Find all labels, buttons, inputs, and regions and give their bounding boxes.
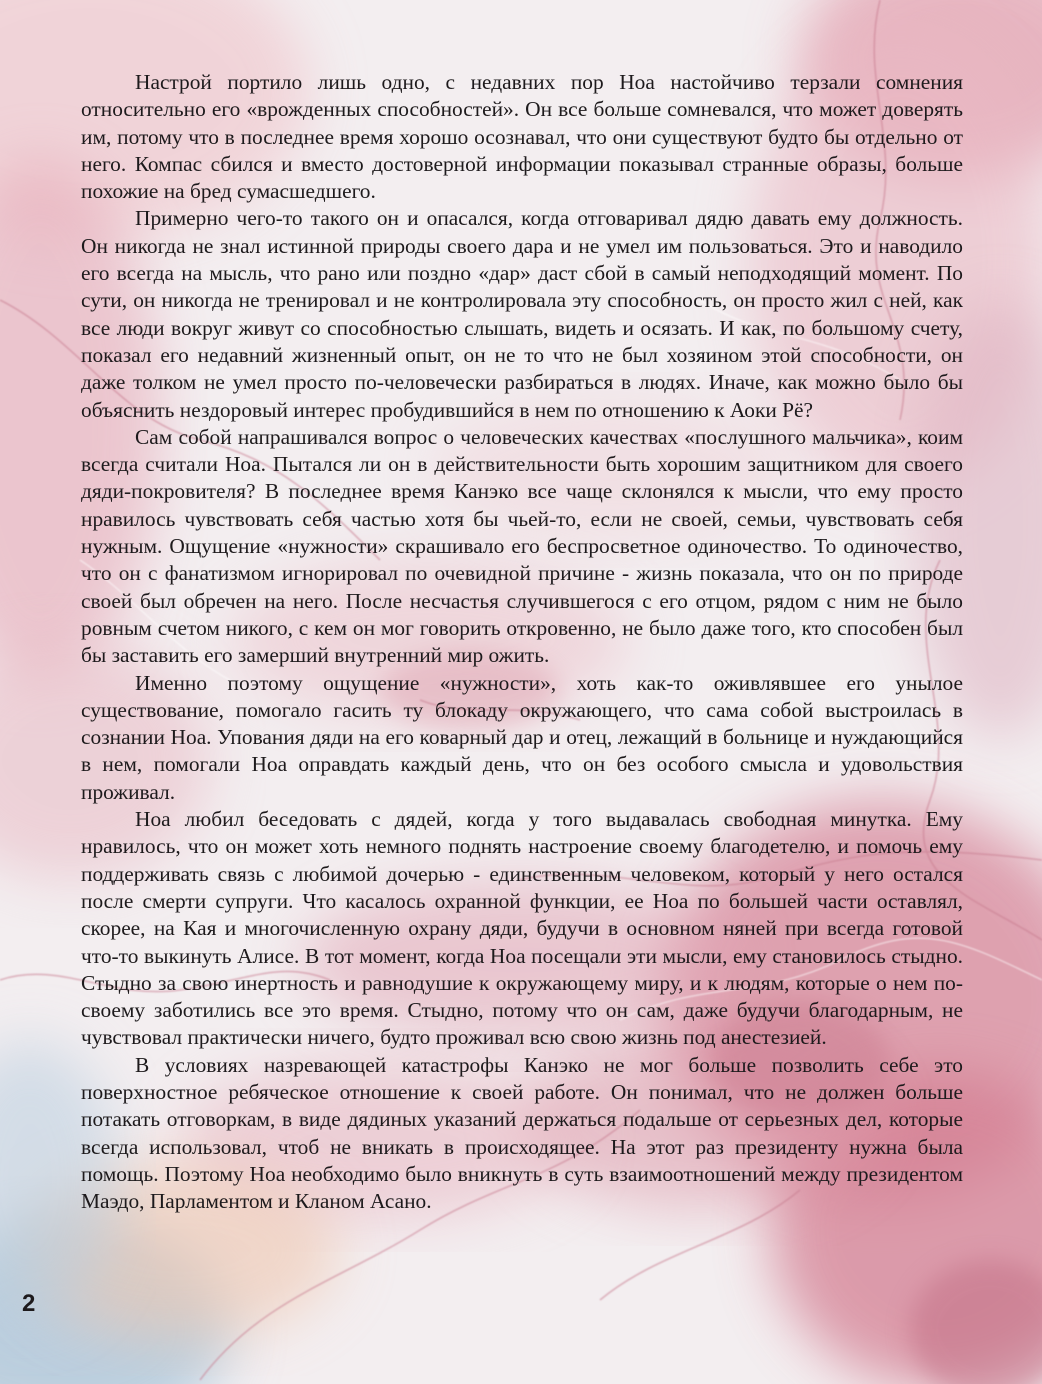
paragraph: В условиях назревающей катастрофы Канэко не мог больше позволить себе это поверхностное ребяческое отношение к своей работе. Он понимал, что не должен больше потакать отговоркам, в виде дядиных указаний держаться подальше от серьезных дел, которые всегда использовал, чтоб не вникать в происходящее. На этот раз президенту нужна была помощь. Поэтому Ноа необходимо было вникнуть в суть взаимоотношений между президентом Маэдо, Парламентом и Кланом Асано. — [81, 1052, 963, 1214]
paragraph: Именно поэтому ощущение «нужности», хоть как-то оживлявшее его унылое существование, помогало гасить ту блокаду окружающего, что сама собой выстроилась в сознании Ноа. Упования дяди на его коварный дар и отец, лежащий в больнице и нуждающийся в нем, помогали Ноа оправдать каждый день, что он без особого смысла и удовольствия проживал. — [81, 670, 963, 804]
paragraph: Настрой портило лишь одно, с недавних пор Ноа настойчиво терзали сомнения относительно его «врожденных способностей». Он все больше сомневался, что может доверять им, потому что в последнее время хорошо осознавал, что они существуют будто бы отдельно от него. Компас сбился и вместо достоверной информации показывал странные образы, больше похожие на бред сумасшедшего. — [81, 70, 963, 204]
paragraph: Ноа любил беседовать с дядей, когда у того выдавалась свободная минутка. Ему нравилось, что он может хоть немного поднять настроение своему благодетелю, и помочь ему поддерживать связь с любимой дочерью - единственным человеком, который у него остался после смерти супруги. Что касалось охранной функции, ее Ноа по большей части оставлял, скорее, на Кая и многочисленную охрану дяди, будучи в основном няней при всегда готовой что-то выкинуть Алисе. В тот момент, когда Ноа посещали эти мысли, ему становилось стыдно. Стыдно за свою инертность и равнодушие к окружающему миру, и к людям, которые о нем по-своему заботились все это время. Стыдно, потому что он сам, даже будучи благодарным, не чувствовал практически ничего, будто проживал всю свою жизнь под анестезией. — [81, 807, 963, 1050]
page-number: 2 — [22, 1290, 36, 1317]
paragraph: Сам собой напрашивался вопрос о человеческих качествах «послушного мальчика», коим всегда считали Ноа. Пытался ли он в действительности быть хорошим защитником для своего дяди-покровителя? В последнее время Канэко все чаще склонялся к мысли, что ему просто нравилось чувствовать себя частью хотя бы чьей-то, если не своей, семьи, чувствовать себя нужным. Ощущение «нужности» скрашивало его беспросветное одиночество. То одиночество, что он с фанатизмом игнорировал по очевидной причине - жизнь показала, что он по природе своей был обречен на него. После несчастья случившегося с его отцом, рядом с ним не было ровным счетом никого, с кем он мог говорить откровенно, не было даже того, кто способен был бы заставить его замерший внутренний мир ожить. — [81, 424, 963, 668]
page-body — [81, 69, 963, 1215]
paragraph: Примерно чего-то такого он и опасался, когда отговаривал дядю давать ему должность. Он никогда не знал истинной природы своего дара и не умел им пользоваться. Это и наводило его всегда на мысль, что рано или поздно «дар» даст сбой в самый неподходящий момент. По сути, он никогда не тренировал и не контролировала эту способность, он просто жил с ней, как все люди вокруг живут со способностью слышать, видеть и осязать. И как, по большому счету, показал его недавний жизненный опыт, он не то что не был хозяином этой способности, он даже толком не умел просто по-человечески разбираться в людях. Иначе, как можно было бы объяснить нездоровый интерес пробудившийся в нем по отношению к Аоки Рё? — [81, 206, 963, 422]
